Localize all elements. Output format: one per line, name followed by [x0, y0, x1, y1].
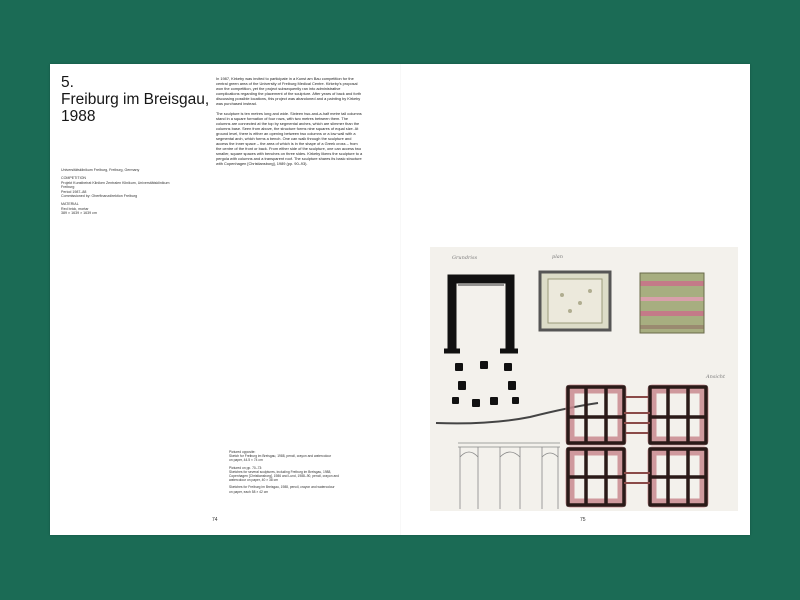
title-number: 5. [61, 74, 74, 91]
page-number-left: 74 [212, 517, 218, 523]
meta-material: MATERIAL Red brick, mortar 389 × 1639 × 1639 cm [61, 202, 97, 215]
project-metadata [61, 168, 201, 219]
meta-competition: COMPETITION Projekt Kunstbeirat Kliniken Zentralen Klinikum, Universitätsklinikum Freiburg Period 1987–88 Commissioned by: Oberfinanzdirektion Freiburg [61, 176, 170, 198]
note-grundriss: Grundriss [452, 255, 478, 261]
page-number-right: 75 [580, 517, 586, 523]
pencil-arches-sketch [458, 443, 560, 509]
image-captions [229, 450, 379, 497]
sketch-drawing [430, 247, 738, 511]
caption-pages: Pictured on pp. 70–73: Sketches for several sculptures, including Freiburg im Breisgau, 1988, Copenhagen [Christiansborg], 1986 and Lund, 1988–90, pencil, crayon and watercolour on paper, 40 × 38 cm [229, 465, 339, 483]
book-spread [50, 64, 750, 535]
sketch-drawing-svg [430, 247, 738, 511]
note-ansicht: Ansicht [706, 374, 726, 380]
meta-location: Universitätsklinikum Freiburg, Freiburg, Germany [61, 168, 140, 172]
body-paragraph: The sculpture is ten metres long and wide. Sixteen two-and-a-half metre tall columns stand in a square formation of four rows, with two metres between them. The columns are connected at the top by segmental arches, which are slimmer than the columns base. Seen from above, the structure forms nine squares of equal size. At ground level, there is either an opening between two columns or a low wall with a segmental arch, which forms a bench. One can walk through the sculpture and access the inner space – the area of which is in the shape of a Greek cross – from the centre of the front or back. From either side of the sculpture, one can access two smaller, square spaces with benches on three sides. Kirkeby likens the sculpture to a pergola with columns and a transparent roof. The sculpture shares its basic structure with Copenhagen [Christiansborg], 1989 (pp. 90–93). [216, 110, 363, 166]
chapter-title [61, 74, 211, 125]
black-elevation-sketch [444, 279, 518, 351]
note-plan: plan [552, 254, 564, 260]
book-gutter [400, 64, 401, 535]
title-year: 1988 [61, 108, 96, 125]
body-paragraph: In 1987, Kirkeby was invited to participate in a Kunst am Bau competition for the central green area of the University of Freiburg Medical Centre. Kirkeby's proposal won the competition, yet the project subsequently ran into administrative complications regarding the placement of the sculpture. After years of back and forth discussing possible locations, this project was abandoned and a painting by Kirkeby was purchased instead. [216, 76, 362, 106]
watercolour-plan-sketch [540, 272, 610, 330]
black-dot-plan [452, 361, 519, 407]
caption-sketches: Sketches for Freiburg im Breisgau, 1988, pencil, crayon and watercolour on paper, each 58 × 42 cm [229, 485, 335, 494]
caption-opposite: Pictured opposite: Sketch for Freiburg im Breisgau, 1988, pencil, crayon and watercolour on paper, 44.5 × 74 cm [229, 450, 332, 463]
title-place: Freiburg im Breisgau, [61, 91, 210, 108]
striped-colour-block [640, 273, 704, 333]
body-text [216, 76, 363, 170]
